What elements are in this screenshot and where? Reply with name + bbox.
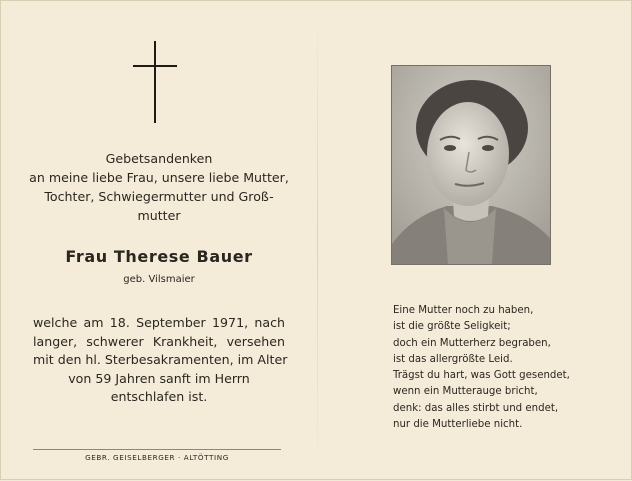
intro-line: an meine liebe Frau, unsere liebe Mutter, xyxy=(29,170,289,185)
poem-line: Eine Mutter noch zu haben, xyxy=(393,305,534,316)
poem-line: denk: das alles stirbt und endet, xyxy=(393,402,559,414)
obituary-line: entschlafen ist. xyxy=(110,389,208,404)
poem-line: Trägst du hart, was Gott gesendet, xyxy=(393,370,570,382)
portrait-photo xyxy=(391,65,551,265)
divider xyxy=(33,449,281,450)
obituary-text xyxy=(21,314,297,407)
intro-line: Tochter, Schwiegermutter und Groß- xyxy=(44,189,274,204)
obituary-line: mit den hl. Sterbesakramenten, im Alter xyxy=(33,352,288,367)
poem-line: ist die größte Seligkeit; xyxy=(393,321,511,333)
poem-line: doch ein Mutterherz begraben, xyxy=(393,337,551,349)
deceased-name: Frau Therese Bauer xyxy=(65,247,253,266)
intro-text xyxy=(21,149,297,225)
poem-line: ist das allergrößte Leid. xyxy=(393,353,513,365)
poem xyxy=(393,303,613,433)
intro-line: Gebetsandenken xyxy=(105,151,213,166)
intro-line: mutter xyxy=(137,208,181,223)
obituary-line: welche am 18. September 1971, nach xyxy=(33,315,285,330)
obituary-line: von 59 Jahren sanft im Herrn xyxy=(68,370,250,386)
poem-line: wenn ein Mutterauge bricht, xyxy=(393,386,538,398)
printer-credit: GEBR. GEISELBERGER · ALTÖTTING xyxy=(85,453,229,462)
maiden-name: geb. Vilsmaier xyxy=(123,274,195,285)
poem-line: nur die Mutterliebe nicht. xyxy=(393,419,523,431)
obituary-line: langer, schwerer Krankheit, versehen xyxy=(33,333,285,349)
cross-icon xyxy=(133,41,177,123)
card-fold xyxy=(317,1,318,481)
